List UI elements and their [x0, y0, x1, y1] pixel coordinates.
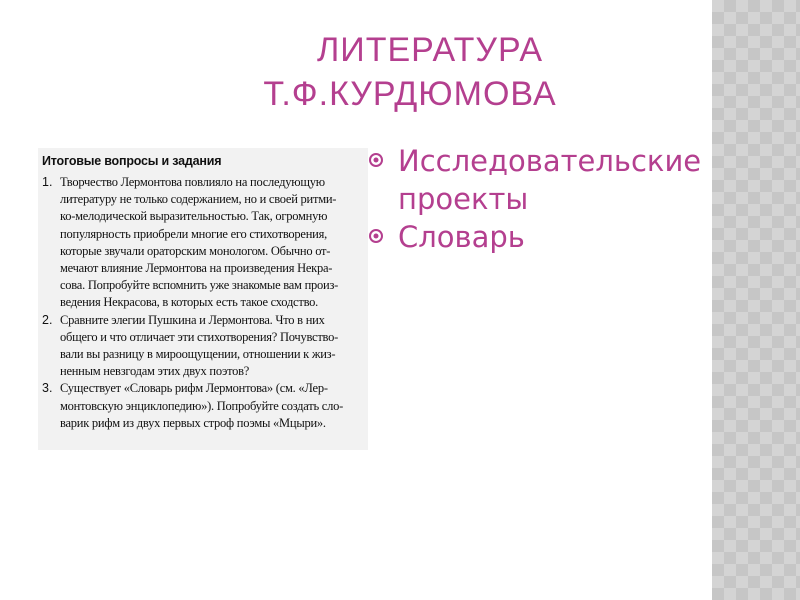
question-item: [42, 380, 364, 432]
question-text-line: которые звучали ораторским монологом. Обычно от-: [60, 243, 331, 258]
question-text-line: литературу не только содержанием, но и своей ритми-: [60, 192, 337, 207]
question-text-line: вали вы разницу в мироощущении, отношении к жиз-: [60, 347, 336, 362]
question-text-line: ко-мелодической выразительностью. Так, огромную: [60, 209, 328, 224]
question-text: [60, 380, 343, 432]
doc-heading: Итоговые вопросы и задания: [42, 154, 222, 168]
question-text-line: Существует «Словарь рифм Лермонтова» (см. «Лер-: [60, 381, 328, 396]
question-text-line: сова. Попробуйте вспомнить уже знакомые вам произ-: [60, 278, 339, 293]
question-item: [42, 174, 364, 312]
question-text: [60, 312, 338, 381]
ring-bullet-icon: [368, 152, 384, 168]
question-number: 2.: [42, 312, 53, 327]
slide-title: [200, 28, 620, 116]
question-text-line: Творчество Лермонтова повлияло на последующую: [60, 175, 325, 189]
bullet-label: Исследовательские проекты: [398, 144, 702, 216]
question-item: [42, 312, 364, 381]
bullet-item-dictionary: [366, 218, 706, 256]
question-text: [60, 174, 338, 312]
question-text-line: ненным невзгодам этих двух поэтов?: [60, 364, 250, 379]
title-line-author: Т.Ф.КУРДЮМОВА: [263, 75, 557, 113]
title-line-subject: ЛИТЕРАТУРА: [316, 31, 544, 69]
question-text-line: монтовскую энциклопедию»). Попробуйте создать сло-: [60, 398, 344, 413]
question-number: 1.: [42, 175, 53, 189]
bullet-list: [366, 142, 706, 256]
question-text-line: ведения Некрасова, в которых есть такое сходство.: [60, 295, 319, 310]
question-text-line: варик рифм из двух первых строф поэмы «Мцыри».: [60, 415, 326, 430]
textbook-scan: [38, 148, 368, 450]
question-number: 3.: [42, 381, 53, 396]
question-text-line: мечают влияние Лермонтова на произведения Некра-: [60, 261, 333, 276]
questions-list: [38, 174, 368, 432]
question-text-line: популярность приобрели многие его стихотворения,: [60, 226, 327, 241]
decorative-side-strip: [712, 0, 800, 600]
question-text-line: Сравните элегии Пушкина и Лермонтова. Что в них: [60, 312, 325, 327]
bullet-label: Словарь: [398, 220, 525, 254]
bullet-item-projects: [366, 142, 706, 218]
ring-bullet-icon: [368, 228, 384, 244]
question-text-line: общего и что отличает эти стихотворения? Почувство-: [60, 329, 339, 344]
